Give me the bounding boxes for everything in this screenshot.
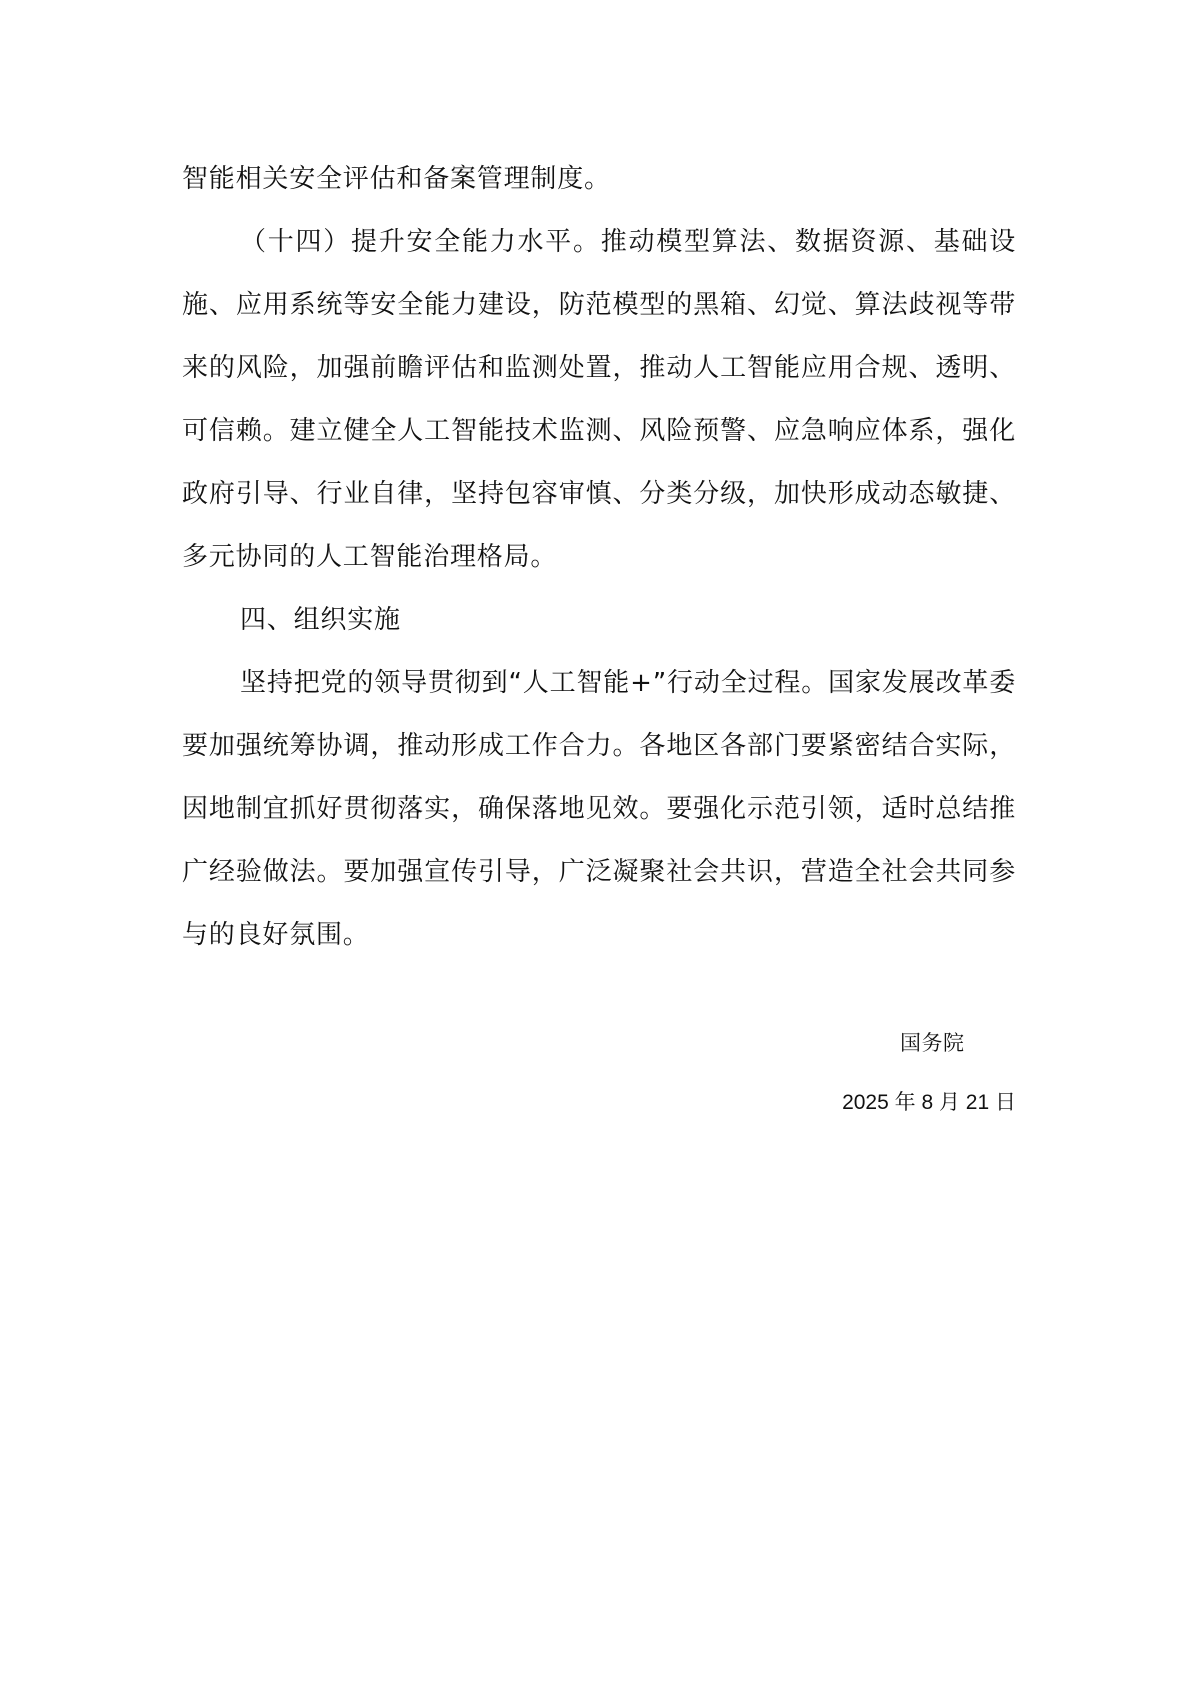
paragraph-14: （十四）提升安全能力水平。推动模型算法、数据资源、基础设施、应用系统等安全能力建设，防范模型的黑箱、幻觉、算法歧视等带来的风险，加强前瞻评估和监测处置，推动人工智能应用合规、透明、可信赖。建立健全人工智能技术监测、风险预警、应急响应体系，强化政府引导、行业自律，坚持包容审慎、分类分级，加快形成动态敏捷、多元协同的人工智能治理格局。 — [182, 227, 1016, 572]
section-heading: 四、组织实施 — [240, 605, 401, 635]
issuer-signature: 国务院 — [900, 1031, 965, 1055]
continuation-paragraph: 智能相关安全评估和备案管理制度。 — [182, 164, 611, 194]
document-body — [182, 148, 1016, 967]
implementation-paragraph: 坚持把党的领导贯彻到“人工智能+”行动全过程。国家发展改革委要加强统筹协调，推动形成工作合力。各地区各部门要紧密结合实际，因地制宜抓好贯彻落实，确保落地见效。要强化示范引领，适时总结推广经验做法。要加强宣传引导，广泛凝聚社会共识，营造全社会共同参与的良好氛围。 — [182, 668, 1016, 950]
issue-date: 2025 年 8 月 21 日 — [842, 1091, 1016, 1114]
